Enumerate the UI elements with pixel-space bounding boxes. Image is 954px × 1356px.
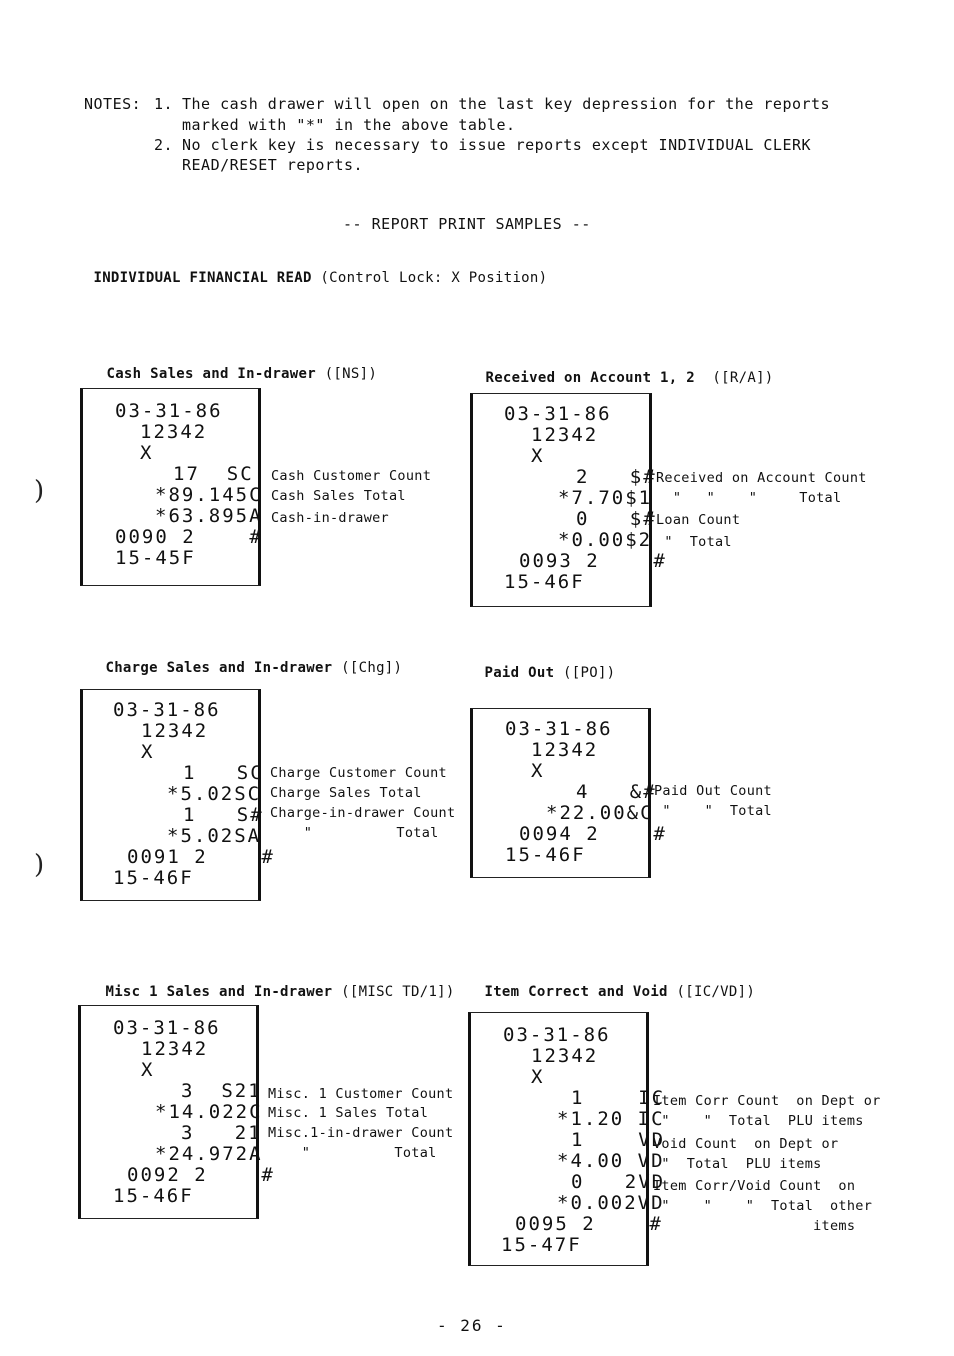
receipt-charge-sales [80,689,275,901]
receipt-line: 1 S# [183,804,264,826]
note-1-number: 1. [154,95,174,113]
receipt-date: 03-31-86 [113,699,221,721]
desc-line: " Total [270,825,439,841]
receipt-mode: X [531,1066,545,1088]
panel-title-bold: Received on Account 1, 2 [485,370,695,386]
margin-mark: ) [34,476,45,506]
receipt-line: *1.20 IC [557,1108,665,1130]
receipt-line: 1 VD [571,1129,666,1151]
panel-title-cash-sales [89,350,377,382]
receipt-line: 0 2VD [571,1171,666,1193]
receipt-line: *5.02SC [167,783,262,805]
receipt-time: 15-46F [505,844,586,866]
panel-title-paid-out [467,649,615,681]
receipt-id: 12342 [531,739,599,761]
receipt-line: *5.02SA [167,825,262,847]
receipt-line: *24.972A [155,1143,263,1165]
panel-title-received-on-account [468,354,774,386]
receipt-line: 2 $# [576,466,657,488]
panel-title-bold: Misc 1 Sales and In-drawer [105,984,333,1000]
desc-line: Received on Account Count [656,470,867,486]
desc-line: Misc.1-in-drawer Count [268,1125,454,1141]
receipt-line: *63.895A [155,505,263,527]
desc-line: " " " Total [656,490,842,506]
desc-line: items [653,1218,856,1234]
panel-title-rest: ([NS]) [315,366,378,382]
receipt-id: 12342 [531,1045,599,1067]
panel-title-bold: Item Correct and Void [484,984,668,1000]
receipt-id: 12342 [141,720,209,742]
desc-line: Misc. 1 Sales Total [268,1105,429,1121]
section-heading-rest: (Control Lock: X Position) [311,270,548,286]
receipt-date: 03-31-86 [113,1017,221,1039]
note-2-number: 2. [154,136,174,154]
receipt-item-correct-void [468,1012,666,1266]
desc-line: Cash Customer Count [271,468,432,484]
receipt-paid-out [470,708,667,878]
receipt-date: 03-31-86 [504,403,612,425]
panel-title-bold: Paid Out [484,665,555,681]
note-1-line-2: marked with "*" in the above table. [182,116,516,134]
receipt-line: 1 IC [571,1087,666,1109]
receipt-id: 12342 [140,421,208,443]
desc-line: Item Corr Count on Dept or [653,1093,881,1109]
receipt-line: 3 S21 [181,1080,262,1102]
panel-title-bold: Cash Sales and In-drawer [106,366,316,382]
receipt-mode: X [141,741,155,763]
panel-title-rest: ([Chg]) [332,660,403,676]
receipt-mode: X [141,1059,155,1081]
panel-title-charge-sales [88,644,402,676]
receipt-line: 0 $# [576,508,657,530]
desc-line: Paid Out Count [654,783,772,799]
receipt-received-on-account [470,393,667,607]
panel-title-rest: ([R/A]) [694,370,774,386]
desc-line: Loan Count [656,512,741,528]
receipt-id: 12342 [531,424,599,446]
desc-line: " " " Total other [653,1198,873,1214]
receipt-time: 15-47F [501,1234,582,1256]
receipt-line: 17 SC [173,463,254,485]
receipt-line: 4 &# [576,781,657,803]
receipt-line: *89.145C [155,484,263,506]
receipt-mode: X [531,760,545,782]
panel-title-rest: ([MISC TD/1]) [332,984,455,1000]
desc-line: Void Count on Dept or [653,1136,839,1152]
receipt-time: 15-46F [113,867,194,889]
page-number: - 26 - [437,1316,507,1335]
receipt-mode: X [140,442,154,464]
desc-line: Charge Customer Count [270,765,447,781]
receipt-line: *22.00&C [546,802,654,824]
receipt-time: 15-46F [113,1185,194,1207]
receipt-date: 03-31-86 [505,718,613,740]
receipt-time: 15-45F [115,547,196,569]
receipt-date: 03-31-86 [115,400,223,422]
receipt-consecutive: 0093 2 # [519,550,667,572]
margin-mark: ) [34,850,45,880]
panel-title-rest: ([IC/VD]) [667,984,756,1000]
receipt-line: *0.00$2 [558,529,653,551]
panel-title-bold: Charge Sales and In-drawer [105,660,333,676]
note-1-line-1: The cash drawer will open on the last key depression for the reports [182,95,831,113]
desc-line: " Total PLU items [653,1156,822,1172]
receipt-consecutive: 0092 2 # [127,1164,275,1186]
panel-title-misc-1 [88,968,455,1000]
receipt-mode: X [531,445,545,467]
note-2-line-2: READ/RESET reports. [182,156,364,174]
receipt-date: 03-31-86 [503,1024,611,1046]
desc-line: Charge-in-drawer Count [270,805,456,821]
receipt-line: 1 SC [183,762,264,784]
notes-label: NOTES: [84,95,142,113]
receipt-line: *7.70$1 [558,487,653,509]
desc-line: Item Corr/Void Count on [653,1178,856,1194]
samples-title: -- REPORT PRINT SAMPLES -- [343,215,591,233]
desc-line: " Total [268,1145,437,1161]
desc-line: Cash Sales Total [271,488,406,504]
receipt-consecutive: 0090 2 # [115,526,263,548]
section-heading-bold: INDIVIDUAL FINANCIAL READ [93,270,312,286]
receipt-consecutive: 0094 2 # [519,823,667,845]
receipt-line: *0.002VD [557,1192,665,1214]
receipt-consecutive: 0095 2 # [515,1213,663,1235]
receipt-line: *14.022C [155,1101,263,1123]
desc-line: Charge Sales Total [270,785,422,801]
receipt-consecutive: 0091 2 # [127,846,275,868]
receipt-cash-sales [80,388,261,586]
desc-line: Misc. 1 Customer Count [268,1086,454,1102]
note-2-line-1: No clerk key is necessary to issue reports except INDIVIDUAL CLERK [182,136,812,154]
desc-line: " Total [656,534,732,550]
receipt-id: 12342 [141,1038,209,1060]
desc-line: " " Total [654,803,772,819]
receipt-misc-1 [78,1005,275,1219]
panel-title-rest: ([PO]) [554,665,616,681]
panel-title-item-correct-void [467,968,755,1000]
section-heading [76,254,547,286]
receipt-line: *4.00 VD [557,1150,665,1172]
receipt-line: 3 21 [181,1122,262,1144]
desc-line: Cash-in-drawer [271,510,389,526]
desc-line: " " Total PLU items [653,1113,864,1129]
receipt-time: 15-46F [504,571,585,593]
